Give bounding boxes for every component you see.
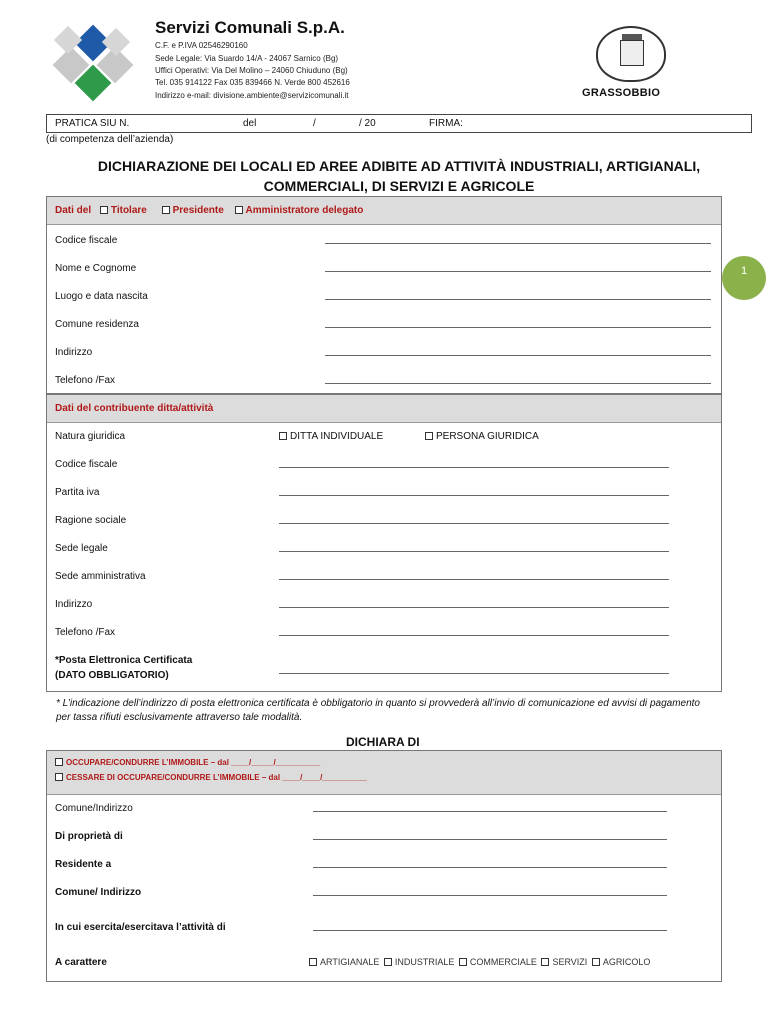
option-label: ARTIGIANALE xyxy=(320,957,380,967)
checkbox-titolare[interactable] xyxy=(100,206,108,214)
field-label: Ragione sociale xyxy=(55,515,127,526)
option-label: CESSARE DI OCCUPARE/CONDURRE L’IMMOBILE – dal ____/____/__________ xyxy=(66,773,367,782)
pec-note: * L’indicazione dell’indirizzo di posta elettronica certificata è obbligatorio in quanto si provvederà all’invio di comunicazione ed avvisi di pagamento per tassa rifiuti esclusivamente attraverso tale modalità. xyxy=(56,698,700,723)
section-header xyxy=(47,197,721,225)
company-info-line: Sede Legale: Via Suardo 14/A - 24067 Sarnico (Bg) xyxy=(155,54,339,63)
field-label: Natura giuridica xyxy=(55,431,126,442)
field-line[interactable] xyxy=(313,839,667,840)
town-name: GRASSOBBIO xyxy=(582,87,661,99)
pratica-label: PRATICA SIU N. xyxy=(55,118,130,129)
checkbox-industriale[interactable] xyxy=(384,958,392,966)
field-label: Indirizzo xyxy=(55,599,93,610)
field-line[interactable] xyxy=(279,523,669,524)
option-label: OCCUPARE/CONDURRE L’IMMOBILE – dal ____/_____/__________ xyxy=(66,758,321,767)
checkbox-amministratore[interactable] xyxy=(235,206,243,214)
checkbox-presidente[interactable] xyxy=(162,206,170,214)
field-label: Comune/ Indirizzo xyxy=(55,887,142,898)
option-label: Titolare xyxy=(110,205,147,216)
option-label: DITTA INDIVIDUALE xyxy=(290,431,384,442)
pratica-note: (di competenza dell’azienda) xyxy=(46,134,174,145)
field-line[interactable] xyxy=(325,355,711,356)
field-line[interactable] xyxy=(313,867,667,868)
field-line[interactable] xyxy=(279,607,669,608)
field-line[interactable] xyxy=(313,811,667,812)
field-line[interactable] xyxy=(325,299,711,300)
option-label: SERVIZI xyxy=(552,957,588,967)
field-label: Codice fiscale xyxy=(55,235,118,246)
company-info-line: Indirizzo e-mail: divisione.ambiente@servizicomunali.it xyxy=(155,91,349,100)
pratica-year: / 20 xyxy=(359,118,376,129)
field-line[interactable] xyxy=(313,930,667,931)
field-label: Comune/Indirizzo xyxy=(55,803,133,814)
field-line[interactable] xyxy=(279,551,669,552)
field-label: Nome e Cognome xyxy=(55,263,137,274)
option-label: Presidente xyxy=(172,205,224,216)
field-line[interactable] xyxy=(279,579,669,580)
field-line[interactable] xyxy=(325,271,711,272)
pec-field-line[interactable] xyxy=(279,673,669,674)
title-line: COMMERCIALI, DI SERVIZI E AGRICOLE xyxy=(263,178,535,194)
company-info-line: C.F. e P.IVA 02546290160 xyxy=(155,41,248,50)
page-number-badge[interactable]: 1 xyxy=(722,256,766,300)
company-info-line: Tel. 035 914122 Fax 035 839466 N. Verde 800 452616 xyxy=(155,78,350,87)
field-label: Partita iva xyxy=(55,487,100,498)
checkbox-artigianale[interactable] xyxy=(309,958,317,966)
section-header-prefix: Dati del xyxy=(55,205,92,216)
pratica-firma: FIRMA: xyxy=(429,118,463,129)
checkbox-persona-giuridica[interactable] xyxy=(425,432,433,440)
field-label: Telefono /Fax xyxy=(55,627,116,638)
option-label: AGRICOLO xyxy=(602,957,651,967)
field-line[interactable] xyxy=(325,327,711,328)
checkbox-agricolo[interactable] xyxy=(592,958,600,966)
pec-label-required: (DATO OBBLIGATORIO) xyxy=(55,670,169,681)
field-line[interactable] xyxy=(325,383,711,384)
field-label: Di proprietà di xyxy=(55,831,123,842)
option-label: PERSONA GIURIDICA xyxy=(436,431,539,442)
field-label: Luogo e data nascita xyxy=(55,291,148,302)
checkbox-occupare[interactable] xyxy=(55,758,63,766)
field-line[interactable] xyxy=(279,635,669,636)
field-line[interactable] xyxy=(325,243,711,244)
section-header: Dati del contribuente ditta/attività xyxy=(47,395,721,423)
option-label: INDUSTRIALE xyxy=(394,957,455,967)
company-info-line: Uffici Operativi: Via Del Molino – 24060 Chiuduno (Bg) xyxy=(155,66,348,75)
field-label: In cui esercita/esercitava l’attività di xyxy=(55,922,226,933)
pratica-slash: / xyxy=(313,118,316,129)
field-label: Indirizzo xyxy=(55,347,93,358)
checkbox-servizi[interactable] xyxy=(541,958,549,966)
checkbox-cessare[interactable] xyxy=(55,773,63,781)
town-seal-icon xyxy=(596,26,666,82)
checkbox-ditta-individuale[interactable] xyxy=(279,432,287,440)
page-title xyxy=(46,156,752,196)
field-label: A carattere xyxy=(55,957,107,968)
field-label: Codice fiscale xyxy=(55,459,118,470)
field-label: Telefono /Fax xyxy=(55,375,116,386)
field-line[interactable] xyxy=(279,467,669,468)
logo-square-upper-left xyxy=(54,26,82,54)
field-label: Sede amministrativa xyxy=(55,571,146,582)
section-contribuente xyxy=(46,394,722,692)
title-line: DICHIARAZIONE DEI LOCALI ED AREE ADIBITE AD ATTIVITÀ INDUSTRIALI, ARTIGIANALI, xyxy=(97,158,701,174)
carattere-options xyxy=(309,957,650,967)
pec-label: *Posta Elettronica Certificata xyxy=(55,655,193,666)
checkbox-commerciale[interactable] xyxy=(459,958,467,966)
company-name: Servizi Comunali S.p.A. xyxy=(155,18,345,37)
field-label: Residente a xyxy=(55,859,112,870)
section-dichiara xyxy=(46,750,722,982)
pratica-del: del xyxy=(243,118,257,129)
field-label: Comune residenza xyxy=(55,319,139,330)
logo-square-upper-right xyxy=(102,28,130,56)
option-label: COMMERCIALE xyxy=(469,957,537,967)
pratica-box xyxy=(46,114,752,133)
section-dati-del xyxy=(46,196,722,394)
section-header xyxy=(47,751,721,795)
option-label: Amministratore delegato xyxy=(245,205,364,216)
field-line[interactable] xyxy=(279,495,669,496)
field-line[interactable] xyxy=(313,895,667,896)
field-label: Sede legale xyxy=(55,543,108,554)
dichiara-title: DICHIARA DI xyxy=(346,735,420,749)
